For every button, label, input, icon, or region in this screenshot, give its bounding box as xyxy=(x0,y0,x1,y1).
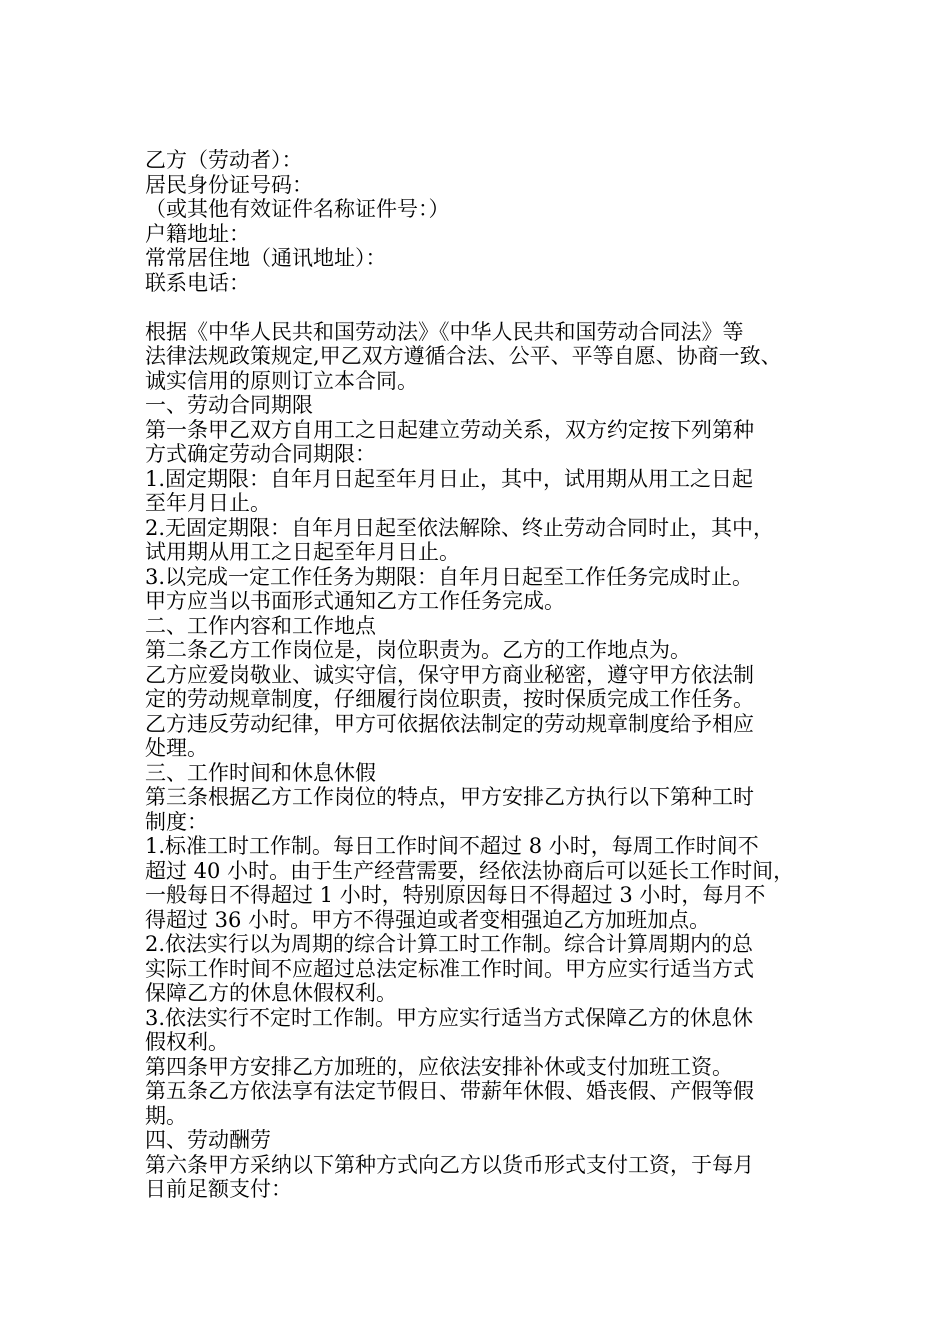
body-line: 诚实信用的原则订立本合同。 xyxy=(145,368,418,393)
body-line: 方式确定劳动合同期限： xyxy=(145,442,376,466)
body-line: 期。 xyxy=(145,1103,187,1128)
section-heading: 四、劳动酬劳 xyxy=(145,1128,271,1152)
body-line: 第二条乙方工作岗位是，岗位职责为。乙方的工作地点为。 xyxy=(145,638,691,662)
body-line: 第一条甲乙双方自用工之日起建立劳动关系，双方约定按下列第种 xyxy=(145,417,754,442)
phone-label: 联系电话： xyxy=(145,270,250,295)
other-id-label: （或其他有效证件名称证件号：） xyxy=(145,197,450,221)
body-line: 乙方违反劳动纪律，甲方可依据依法制定的劳动规章制度给予相应 xyxy=(145,711,754,736)
blank-line xyxy=(145,295,835,320)
body-line: 1.固定期限：自年月日起至年月日止，其中，试用期从用工之日起 xyxy=(145,466,754,491)
body-line: 假权利。 xyxy=(145,1030,229,1054)
body-line: 3.依法实行不定时工作制。甲方应实行适当方式保障乙方的休息休 xyxy=(145,1005,754,1030)
body-line: 乙方应爱岗敬业、诚实守信，保守甲方商业秘密，遵守甲方依法制 xyxy=(145,662,754,687)
body-line: 定的劳动规章制度，仔细履行岗位职责，按时保质完成工作任务。 xyxy=(145,687,754,711)
body-line: 第六条甲方采纳以下第种方式向乙方以货币形式支付工资，于每月 xyxy=(145,1152,754,1177)
body-line: 3.以完成一定工作任务为期限：自年月日起至工作任务完成时止。 xyxy=(145,564,754,589)
document-text xyxy=(145,148,835,1202)
body-line: 实际工作时间不应超过总法定标准工作时间。甲方应实行适当方式 xyxy=(145,956,754,981)
body-line: 保障乙方的休息休假权利。 xyxy=(145,981,397,1005)
body-line: 一般每日不得超过 1 小时，特别原因每日不得超过 3 小时，每月不 xyxy=(145,883,766,907)
section-heading: 一、劳动合同期限 xyxy=(145,393,313,417)
residence-address-label: 常常居住地（通讯地址）： xyxy=(145,246,387,270)
section-heading: 二、工作内容和工作地点 xyxy=(145,613,376,638)
body-line: 法律法规政策规定,甲乙双方遵循合法、公平、平等自愿、协商一致、 xyxy=(145,344,782,368)
body-line: 2.无固定期限：自年月日起至依法解除、终止劳动合同时止，其中， xyxy=(145,515,775,540)
body-line: 制度： xyxy=(145,809,208,834)
body-line: 处理。 xyxy=(145,736,208,760)
body-line: 得超过 36 小时。甲方不得强迫或者变相强迫乙方加班加点。 xyxy=(145,907,711,932)
body-line: 超过 40 小时。由于生产经营需要，经依法协商后可以延长工作时间， xyxy=(145,858,795,883)
body-line: 至年月日止。 xyxy=(145,491,271,515)
body-line: 试用期从用工之日起至年月日止。 xyxy=(145,540,460,564)
id-number-label: 居民身份证号码： xyxy=(145,172,313,197)
body-line: 第四条甲方安排乙方加班的，应依法安排补休或支付加班工资。 xyxy=(145,1054,733,1079)
body-line: 甲方应当以书面形式通知乙方工作任务完成。 xyxy=(145,589,565,613)
body-line: 日前足额支付： xyxy=(145,1177,292,1201)
body-line: 1.标准工时工作制。每日工作时间不超过 8 小时，每周工作时间不 xyxy=(145,834,759,858)
body-line: 根据《中华人民共和国劳动法》《中华人民共和国劳动合同法》等 xyxy=(145,319,744,344)
party-b-label: 乙方（劳动者）： xyxy=(145,148,303,172)
household-address-label: 户籍地址： xyxy=(145,221,250,246)
body-line: 第三条根据乙方工作岗位的特点，甲方安排乙方执行以下第种工时 xyxy=(145,785,754,809)
body-line: 2.依法实行以为周期的综合计算工时工作制。综合计算周期内的总 xyxy=(145,932,754,956)
section-heading: 三、工作时间和休息休假 xyxy=(145,760,376,785)
body-line: 第五条乙方依法享有法定节假日、带薪年休假、婚丧假、产假等假 xyxy=(145,1079,754,1103)
